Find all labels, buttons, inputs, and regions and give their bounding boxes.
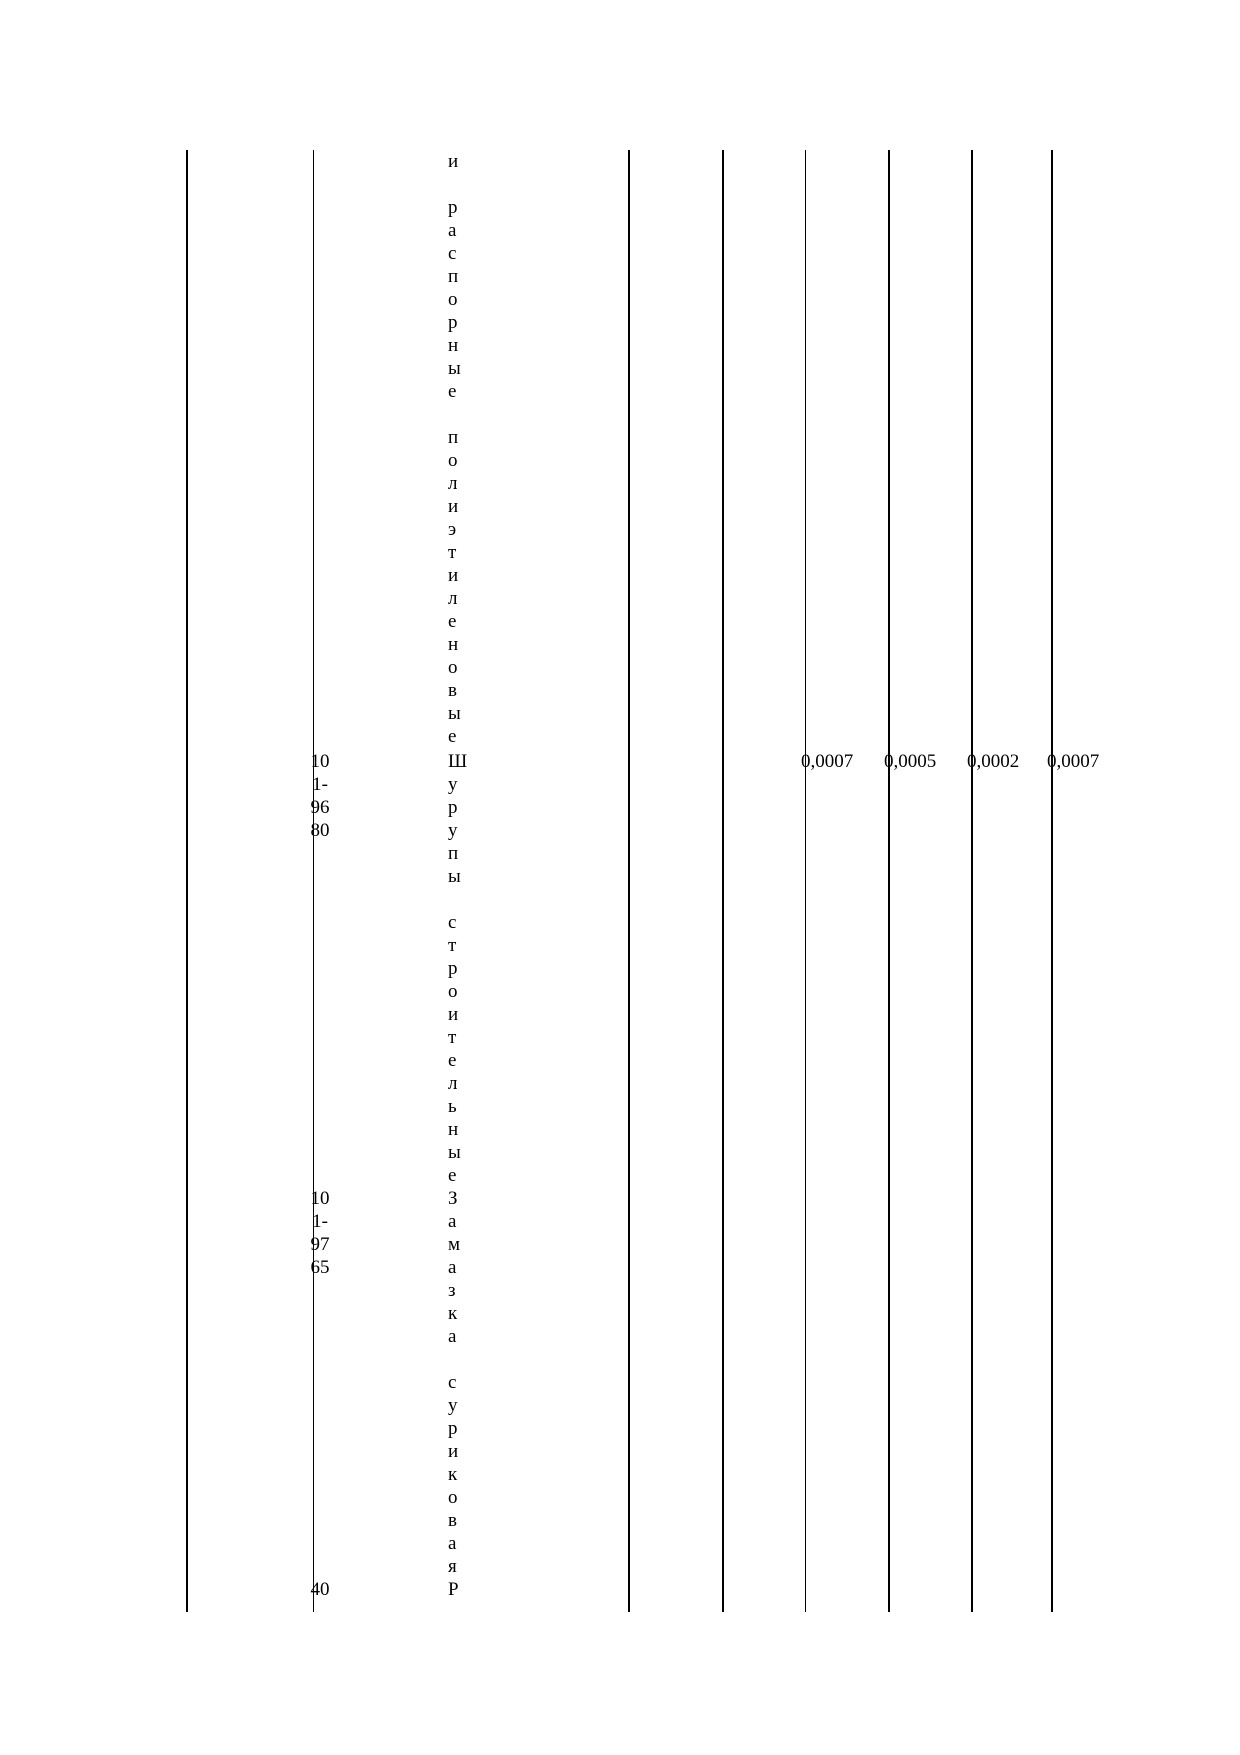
quantity-value: 0,0007 [1047, 751, 1100, 772]
resource-code: 10 1- 97 65 [310, 1188, 330, 1278]
material-name-cell: и р а с п о р н ы е п о л и э т и л е н о в ы е [448, 151, 461, 747]
column-divider [628, 150, 630, 1612]
material-name-cell: З а м а з к а с у р и к о в а я [448, 1188, 461, 1577]
quantity-value: 0,0005 [884, 751, 937, 772]
resource-code-cell [298, 750, 342, 842]
resource-code: 10 1- 96 80 [310, 751, 330, 841]
column-divider [805, 150, 806, 1612]
quantity-value: 0,0007 [801, 751, 854, 772]
material-name-cell: Ш у р у п ы с т р о и т е л ь н ы е [448, 751, 468, 1186]
resource-code: 40 [310, 1579, 330, 1600]
column-divider [313, 150, 314, 1612]
column-divider [971, 150, 973, 1612]
column-divider [722, 150, 724, 1612]
quantity-value: 0,0002 [967, 751, 1020, 772]
table-border-right [1051, 150, 1053, 1612]
material-name-cell: Р [448, 1579, 459, 1600]
resource-code-cell [298, 1187, 342, 1279]
column-divider [888, 150, 890, 1612]
table-border-left [186, 150, 188, 1612]
resource-code-cell [298, 1578, 342, 1601]
